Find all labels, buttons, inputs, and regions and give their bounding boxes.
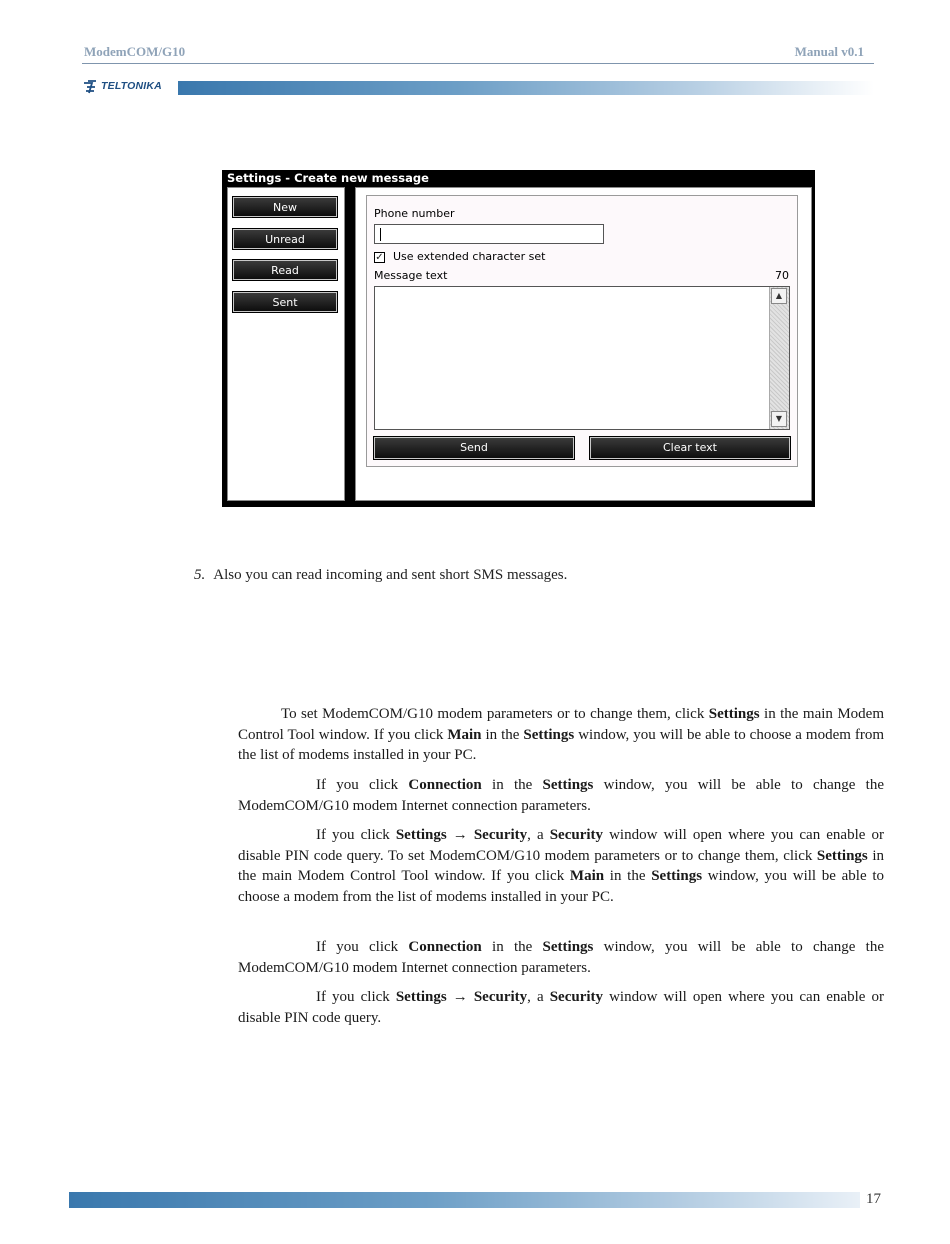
compose-panel — [355, 187, 812, 501]
manual-version: Manual v0.1 — [794, 44, 864, 59]
step-item — [194, 567, 567, 584]
bold-run: Settings — [542, 777, 594, 793]
extended-charset-checkbox[interactable] — [374, 252, 385, 263]
bold-run: Main — [569, 868, 605, 884]
text-run: window will open where you can enable or disable PIN code query. — [238, 989, 884, 1026]
unread-button[interactable]: Unread — [233, 229, 337, 249]
bold-run: Connection — [408, 939, 482, 955]
doc-title: ModemCOM/G10 — [84, 44, 186, 59]
message-text-label: Message text — [374, 269, 448, 282]
scroll-down-icon[interactable]: ▼ — [771, 411, 787, 427]
text-run: window, you will be able to change the ModemCOM/G10 modem Internet connection parameters. — [238, 777, 885, 814]
step-number: 5. — [194, 567, 206, 583]
paragraph-connection-repeat — [238, 937, 884, 978]
text-run: If you click — [316, 777, 409, 793]
bold-run: Settings — [708, 706, 760, 722]
page-number: 17 — [866, 1191, 881, 1207]
clear-text-button[interactable]: Clear text — [590, 437, 790, 459]
text-run: If you click — [316, 989, 396, 1005]
text-run: If you click — [316, 939, 409, 955]
message-folder-panel — [227, 187, 345, 501]
logo-text: TELTONIKA — [101, 80, 162, 92]
window-title: Settings - Create new message — [227, 171, 429, 185]
bold-run: Settings → Security — [395, 989, 528, 1005]
logo-mark-icon — [82, 77, 102, 97]
new-button[interactable]: New — [233, 197, 337, 217]
extended-charset-label: Use extended character set — [393, 250, 546, 263]
paragraph-security — [238, 825, 884, 907]
message-text-area[interactable] — [374, 286, 790, 430]
text-run: , a — [527, 989, 550, 1005]
send-button[interactable]: Send — [374, 437, 574, 459]
sent-button[interactable]: Sent — [233, 292, 337, 312]
footer-gradient-bar — [69, 1192, 860, 1208]
bold-run: Security — [549, 989, 604, 1005]
bold-run: Settings — [651, 868, 703, 884]
text-run: in the — [604, 868, 652, 884]
text-run: To set ModemCOM/G10 modem parameters or to change them, click — [281, 706, 709, 722]
scroll-up-icon[interactable]: ▲ — [771, 288, 787, 304]
bold-run: Security — [549, 827, 604, 843]
text-run: , a — [527, 827, 550, 843]
text-run: in the — [481, 777, 543, 793]
text-run: window, you will be able to choose a modem from the list of modems installed in your PC. — [238, 726, 885, 763]
compose-group — [366, 195, 798, 467]
text-run: window, you will be able to choose a modem from the list of modems installed in your PC. — [238, 868, 884, 905]
header-rule — [82, 63, 874, 64]
text-run: window, you will be able to change the ModemCOM/G10 modem Internet connection parameters. — [238, 939, 885, 976]
text-run: in the main Modem Control Tool window. If you click — [238, 706, 884, 743]
paragraph-settings-intro — [238, 704, 884, 766]
step-text: Also you can read incoming and sent short SMS messages. — [213, 567, 568, 583]
char-counter: 70 — [775, 269, 789, 282]
paragraph-connection — [238, 775, 884, 816]
text-run: in the — [481, 726, 524, 743]
settings-create-message-window — [222, 170, 815, 507]
read-button[interactable]: Read — [233, 260, 337, 280]
text-caret — [380, 228, 381, 241]
text-run: window will open where you can enable or disable PIN code query. To set ModemCOM/G10 modem parameters or to change them, click — [238, 827, 884, 864]
text-run: in the — [481, 939, 543, 955]
bold-run: Main — [447, 726, 482, 743]
message-scrollbar[interactable] — [769, 287, 789, 429]
bold-run: Settings — [816, 847, 868, 864]
phone-number-input[interactable] — [374, 224, 604, 244]
header-gradient-bar — [178, 81, 874, 95]
bold-run: Settings → Security — [395, 827, 528, 843]
bold-run: Connection — [408, 777, 482, 793]
teltonika-logo — [82, 77, 182, 97]
bold-run: Settings — [523, 726, 575, 743]
bold-run: Settings — [542, 939, 594, 955]
phone-number-label: Phone number — [374, 207, 455, 220]
checkmark-icon: ✓ — [375, 252, 384, 263]
text-run: If you click — [316, 827, 396, 843]
paragraph-security-repeat — [238, 987, 884, 1028]
text-run: in the main Modem Control Tool window. If you click — [238, 847, 884, 884]
